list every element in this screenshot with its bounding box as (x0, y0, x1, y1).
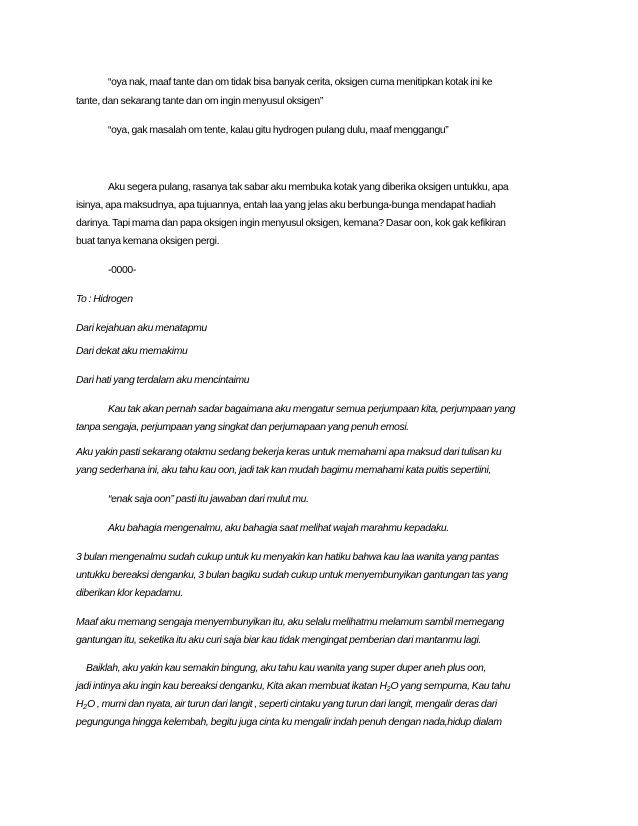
subscript: 2 (386, 686, 391, 693)
text-line: pegungunga hingga kelembah, begitu juga cinta ku mengalir indah penuh dengan nada,hidup dialam (76, 717, 502, 728)
poem-line: Dari hati yang terdalam aku mencintaimu (76, 375, 250, 386)
text-line: tante, dan sekarang tante dan om ingin menyusul oksigen” (76, 96, 323, 107)
text-line: “enak saja oon” pasti itu jawaban dari mulut mu. (108, 494, 309, 505)
text-line: Kau tak akan pernah sadar bagaimana aku mengatur semua perjumpaan kita, perjumpaan yang (108, 404, 516, 415)
text-line: “oya nak, maaf tante dan om tidak bisa banyak cerita, oksigen cuma menitipkan kotak ini ke (108, 77, 493, 88)
poem-line: Dari kejahuan aku menatapmu (76, 323, 207, 334)
text-line: buat tanya kemana oksigen pergi. (76, 236, 220, 247)
poem-line: Dari dekat aku memakimu (76, 346, 188, 357)
subscript: 2 (83, 704, 88, 711)
letter-recipient: To : Hidrogen (76, 294, 133, 305)
text-line: untukku bereaksi denganku, 3 bulan bagiku sudah cukup untuk menyembunyikan gantungan tas yang (76, 570, 508, 581)
text-line: gantungan itu, seketika itu aku curi saja biar kau tidak mengingat pemberian dari mantanmu lagi. (76, 635, 481, 646)
text-line (0, 680, 638, 697)
text-line (0, 698, 638, 715)
text-line: Baiklah, aku yakin kau semakin bingung, aku tahu kau wanita yang super duper aneh plus oon, (86, 663, 487, 674)
text-line: 3 bulan mengenalmu sudah cukup untuk ku menyakin kan hatiku bahwa kau laa wanita yang pantas (76, 552, 499, 563)
text-run: O , murni dan nyata, air turun dari langit , seperti cintaku yang turun dari langit, mengalir deras dari (87, 699, 497, 710)
text-run: H (76, 699, 84, 710)
text-line: darinya. Tapi mama dan papa oksigen ingin menyusul oksigen, kemana? Dasar oon, kok gak kefikiran (76, 218, 506, 229)
text-line: Aku segera pulang, rasanya tak sabar aku membuka kotak yang diberika oksigen untukku, apa (108, 182, 509, 193)
text-line: Aku yakin pasti sekarang otakmu sedang bekerja keras untuk memahami apa maksud dari tulisan ku (76, 447, 502, 458)
text-line: diberikan klor kepadamu. (76, 588, 183, 599)
text-line: Aku bahagia mengenalmu, aku bahagia saat melihat wajah marahmu kepadaku. (108, 523, 449, 534)
text-run: jadi intinya aku ingin kau bereaksi denganku, Kita akan membuat ikatan H (76, 681, 387, 692)
separator-text: -0000- (108, 265, 136, 276)
text-line: isinya, apa maksudnya, apa tujuannya, entah laa yang jelas aku berbunga-bunga mendapat hadiah (76, 200, 496, 211)
text-line: tanpa sengaja, perjumpaan yang singkat dan perjumapaan yang penuh emosi. (76, 422, 409, 433)
text-run: O yang sempurna, Kau tahu (390, 681, 511, 692)
text-line: “oya, gak masalah om tente, kalau gitu hydrogen pulang dulu, maaf menggangu” (108, 125, 449, 136)
text-line: yang sederhana ini, aku tahu kau oon, jadi tak kan mudah bagimu memahami kata puitis sepertiini, (76, 465, 491, 476)
text-line: Maaf aku memang sengaja menyembunyikan itu, aku selalu melihatmu melamum sambil memegang (76, 617, 504, 628)
